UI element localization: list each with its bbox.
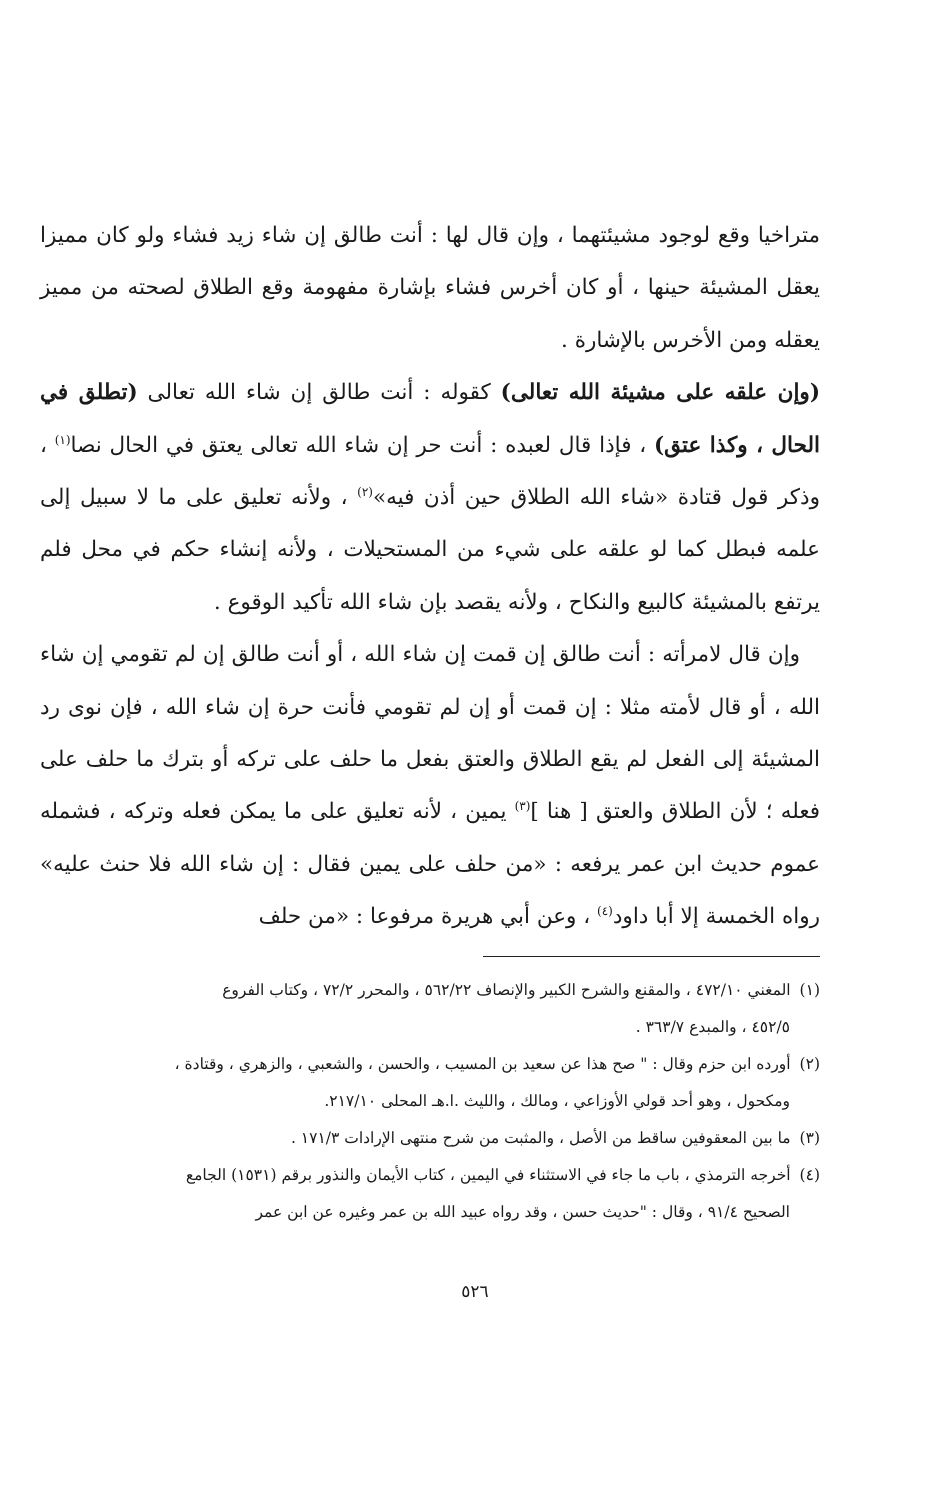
main-text [40,210,820,944]
footnote-ref-1[interactable]: (١) [54,432,71,447]
footnote-2 [40,1046,820,1083]
footnote-1 [40,972,820,1009]
footnote-3-number: (٣) [799,1129,820,1147]
footnote-3-text: ما بين المعقوفين ساقط من الأصل ، والمثبت من شرح منتهى الإرادات ١٧١/٣ . [290,1129,791,1147]
footnote-1-continuation [40,1009,820,1046]
paragraph-2-text-d: ، ولأنه تعليق على ما لا سبيل إلى علمه فبطل كما لو علقه على شيء من المستحيلات ، ولأنه إنشاء حكم في محل فلم يرتفع بالمشيئة كالبيع والنكاح ، ولأنه يقصد بإن شاء الله تأكيد الوقوع . [40,485,820,615]
bold-phrase-ruling: (تطلق في الحال ، وكذا عتق) [40,380,820,458]
paragraph-3-text-b: يمين ، لأنه تعليق على ما يمكن فعله وتركه ، فشمله عموم حديث ابن عمر يرفعه : «من حلف على يمين فقال : إن شاء الله فلا حنث عليه» رواه الخمسة إلا أبا داود [40,799,820,930]
footnote-2-number: (٢) [799,1055,820,1073]
footnote-1-text-b: ٤٥٢/٥ ، والمبدع ٣٦٣/٧ . [635,1018,790,1036]
footnote-4 [40,1157,820,1194]
paragraph-2-text-c: ، وذكر قول قتادة «شاء الله الطلاق حين أذن فيه» [40,432,820,511]
footnote-divider [483,956,820,957]
footnote-2-text: أورده ابن حزم وقال : " صح هذا عن سعيد بن المسيب ، والحسن ، والشعبي ، والزهري ، وقتادة ، [174,1055,791,1073]
footnote-ref-4[interactable]: (٤) [597,904,613,919]
footnote-2-continuation [40,1083,820,1120]
footnote-ref-2[interactable]: (٢) [357,484,373,499]
paragraph-3 [40,629,820,943]
footnote-4-text-b: الصحيح ٩١/٤ ، وقال : "حديث حسن ، وقد رواه عبيد الله بن عمر وغيره عن ابن عمر [255,1203,790,1221]
footnote-ref-3[interactable]: (٣) [514,799,531,814]
paragraph-3-text-c: ، وعن أبي هريرة مرفوعا : «من حلف [258,904,598,930]
page-number: ٥٢٦ [461,1282,489,1302]
paragraph-1 [40,210,820,367]
footnote-4-text: أخرجه الترمذي ، باب ما جاء في الاستثناء في اليمين ، كتاب الأيمان والنذور برقم (١٥٣١) الجامع [185,1166,791,1184]
paragraph-3-text-a: وإن قال لامرأته : أنت طالق إن قمت إن شاء الله ، أو أنت طالق إن لم تقومي إن شاء الله ، أو قال لأمته مثلا : إن قمت أو إن لم تقومي فأنت حرة إن شاء الله ، فإن نوى رد المشيئة إلى الفعل لم يقع الطلاق والعتق بفعل ما حلف على تركه أو بترك ما حلف على فعله ؛ لأن الطلاق والعتق [ هنا ] [40,642,820,825]
paragraph-1-text: متراخيا وقع لوجود مشيئتهما ، وإن قال لها : أنت طالق إن شاء زيد فشاء ولو كان مميزا يعقل المشيئة حينها ، أو كان أخرس فشاء بإشارة مفهومة وقع الطلاق لصحته من مميز يعقله ومن الأخرس بالإشارة . [40,223,820,353]
footnote-4-number: (٤) [799,1166,820,1184]
footnote-3 [40,1120,820,1157]
paragraph-2-text-b: ، فإذا قال لعبده : أنت حر إن شاء الله تعالى يعتق في الحال نصا [70,432,654,458]
paragraph-2-text-a: كقوله : أنت طالق إن شاء الله تعالى [137,380,501,406]
footnote-2-text-b: ومكحول ، وهو أحد قولي الأوزاعي ، ومالك ، والليث .ا.هـ المحلى ٢١٧/١٠. [324,1092,790,1110]
footnote-4-continuation [40,1194,820,1231]
footnote-1-number: (١) [799,981,820,999]
footnote-1-text: المغني ٤٧٢/١٠ ، والمقنع والشرح الكبير والإنصاف ٥٦٢/٢٢ ، والمحرر ٧٢/٢ ، وكتاب الفروع [222,981,791,999]
footnotes-section [40,972,820,1231]
paragraph-2 [40,367,820,629]
bold-phrase-conditional: (وإن علقه على مشيئة الله تعالى) [500,380,820,406]
